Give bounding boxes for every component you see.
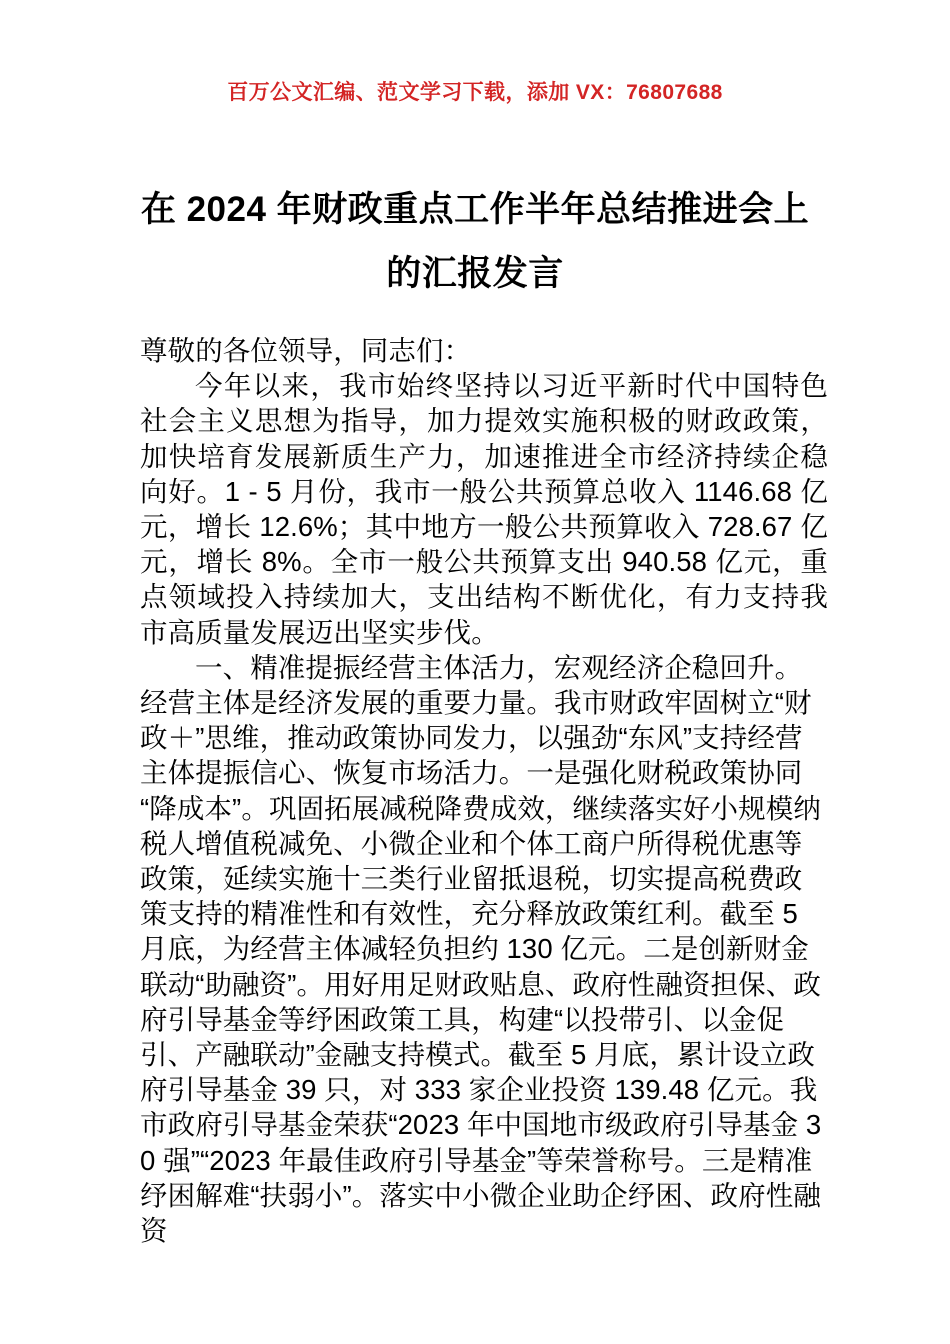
document-body	[140, 333, 828, 1248]
promo-banner	[0, 80, 950, 105]
body-paragraph-2: 一、精准提振经营主体活力，宏观经济企稳回升。经营主体是经济发展的重要力量。我市财政牢固树立“财政＋”思维，推动政策协同发力，以强劲“东风”支持经营主体提振信心、恢复市场活力。一是强化财税政策协同“降成本”。巩固拓展减税降费成效，继续落实好小规模纳税人增值税减免、小微企业和个体工商户所得税优惠等政策，延续实施十三类行业留抵退税，切实提高税费政策支持的精准性和有效性，充分释放政策红利。截至 5 月底，为经营主体减轻负担约 130 亿元。二是创新财金联动“助融资”。用好用足财政贴息、政府性融资担保、政府引导基金等纾困政策工具，构建“以投带引、以金促引、产融联动”金融支持模式。截至 5 月底，累计设立政府引导基金 39 只，对 333 家企业投资 139.48 亿元。我市政府引导基金荣获“2023 年中国地市级政府引导基金 30 强”“2023 年最佳政府引导基金”等荣誉称号。三是精准纾困解难“扶弱小”。落实中小微企业助企纾困、政府性融资	[140, 651, 822, 1247]
page-title	[120, 178, 830, 306]
body-paragraph-1: 今年以来，我市始终坚持以习近平新时代中国特色社会主义思想为指导，加力提效实施积极的财政政策，加快培育发展新质生产力，加速推进全市经济持续企稳向好。1 - 5 月份，我市一般公共预算总收入 1146.68 亿元，增长 12.6%；其中地方一般公共预算收入 728.67 亿元，增长 8%。全市一般公共预算支出 940.58 亿元，重点领域投入持续加大，支出结构不断优化，有力支持我市高质量发展迈出坚实步伐。	[140, 370, 828, 648]
promo-banner-text: 百万公文汇编、范文学习下载，添加 VX：76807688	[227, 81, 723, 104]
salutation-line: 尊敬的各位领导，同志们：	[140, 335, 472, 366]
page-title-line-1: 在 2024 年财政重点工作半年总结推进会上	[140, 190, 810, 229]
page-title-line-2: 的汇报发言	[386, 254, 564, 293]
